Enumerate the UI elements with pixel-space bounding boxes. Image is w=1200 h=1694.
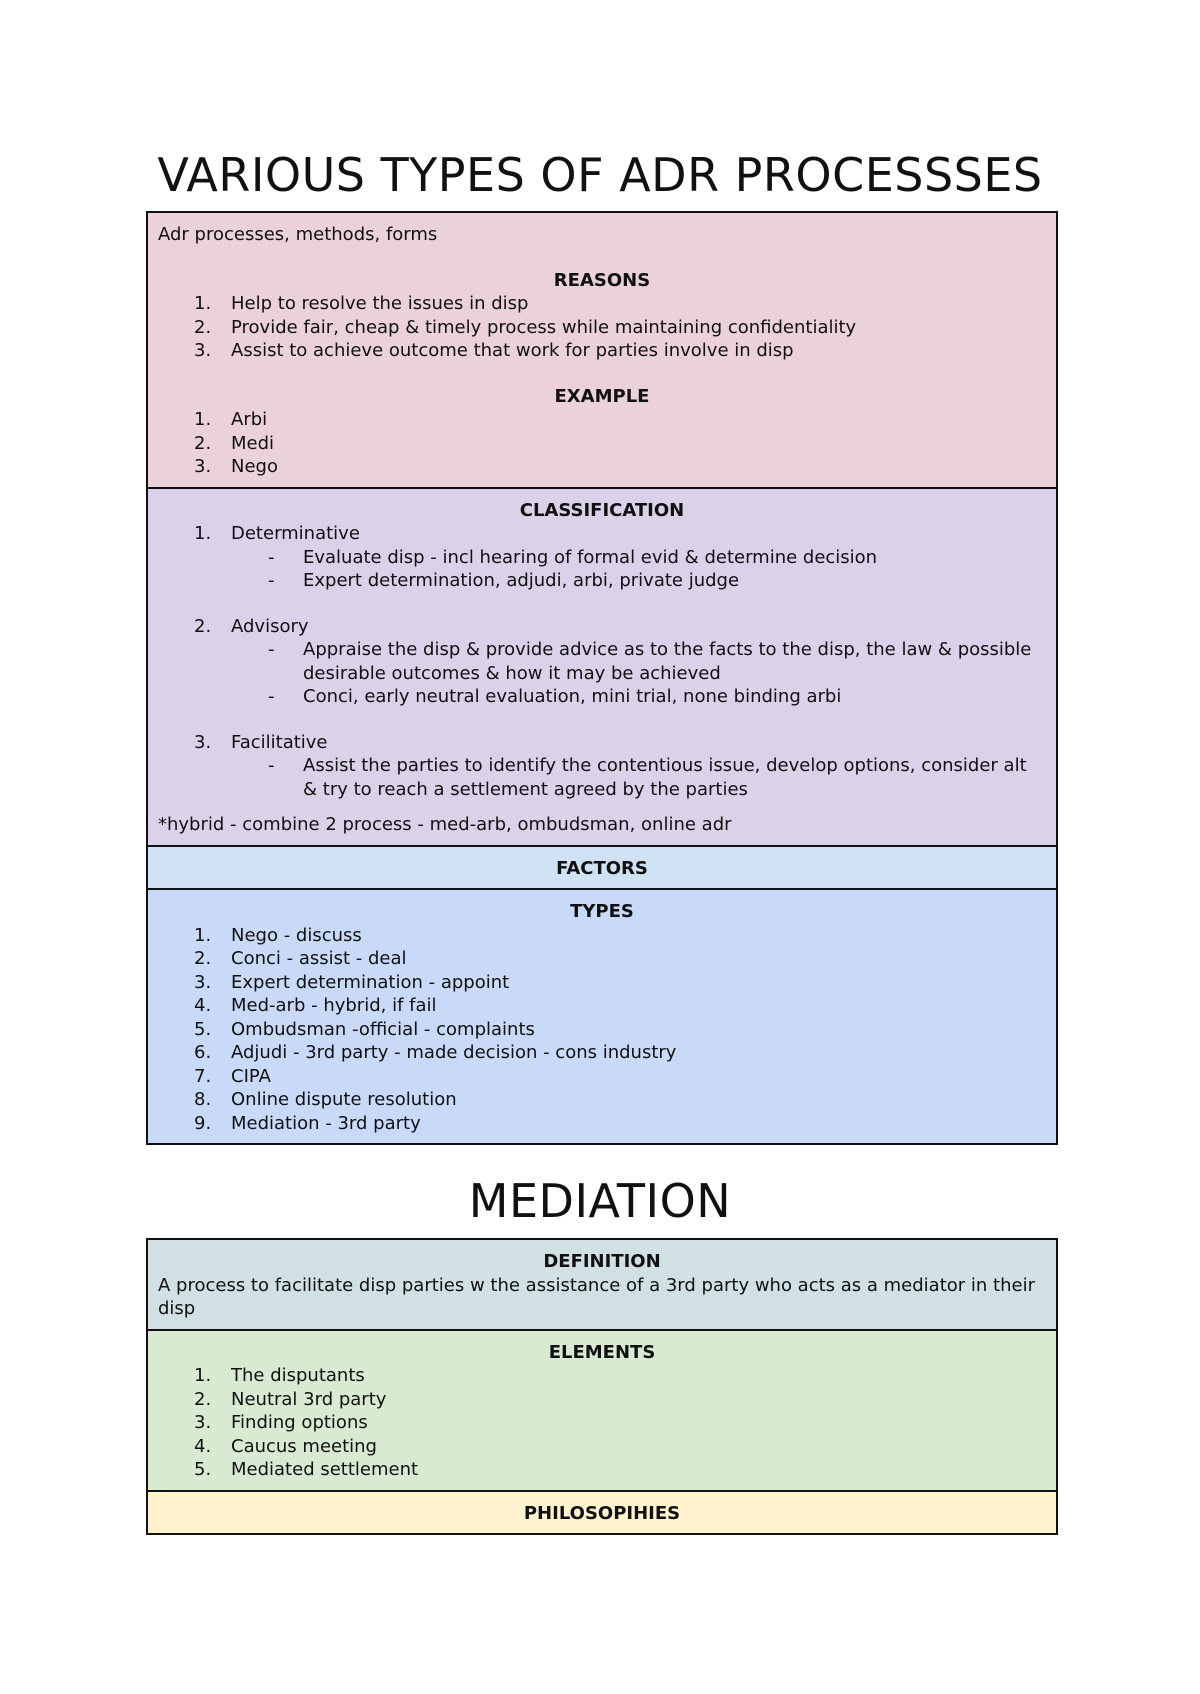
definition-heading: DEFINITION xyxy=(543,1251,661,1272)
sub-item: - Appraise the disp & provide advice as to the facts to the disp, the law & possible desirable outcomes & how it may be achieved xyxy=(158,638,1046,685)
list-item: 3. Facilitative - Assist the parties to identify the contentious issue, develop options, consider alt & try to reach a settlement agreed by the parties xyxy=(158,731,1046,802)
page-title: VARIOUS TYPES OF ADR PROCESSSES xyxy=(157,148,1043,202)
types-heading: TYPES xyxy=(570,901,634,922)
list-item: 1. Determinative - Evaluate disp - incl hearing of formal evid & determine decision - Expert determination, adjudi, arbi, private judge xyxy=(158,522,1046,615)
list-item: 5. Ombudsman -official - complaints xyxy=(194,1018,535,1040)
philosophies-heading: PHILOSOPIHIES xyxy=(523,1502,681,1524)
adr-table xyxy=(146,211,1058,1145)
list-item: 3. Finding options xyxy=(194,1412,368,1433)
mediation-table xyxy=(146,1238,1058,1535)
list-item: 3. Assist to achieve outcome that work for parties involve in disp xyxy=(194,340,794,361)
philosophies-cell xyxy=(148,1492,1056,1534)
mediation-title: MEDIATION xyxy=(468,1174,732,1228)
hybrid-note: *hybrid - combine 2 process - med-arb, ombudsman, online adr xyxy=(158,814,732,835)
list-item: 4. Med-arb - hybrid, if fail xyxy=(194,995,437,1016)
factors-heading: FACTORS xyxy=(556,857,648,879)
definition-cell xyxy=(148,1240,1056,1331)
elements-list xyxy=(158,1364,1046,1482)
reasons-list xyxy=(158,292,1046,363)
list-item: 2. Neutral 3rd party xyxy=(194,1388,387,1410)
list-item: 1. Arbi xyxy=(194,409,268,430)
sub-item: - Conci, early neutral evaluation, mini trial, none binding arbi xyxy=(158,685,1046,709)
sub-item: - Evaluate disp - incl hearing of formal evid & determine decision xyxy=(158,546,1046,570)
example-heading: EXAMPLE xyxy=(554,385,650,407)
list-item: 2. Conci - assist - deal xyxy=(194,948,407,969)
list-item: 2. Provide fair, cheap & timely process while maintaining confidentiality xyxy=(194,316,857,338)
types-list xyxy=(158,924,1046,1136)
definition-text: A process to facilitate disp parties w the assistance of a 3rd party who acts as a mediator in their disp xyxy=(158,1274,1035,1319)
list-item: 3. Expert determination - appoint xyxy=(194,971,510,993)
list-item: 6. Adjudi - 3rd party - made decision - cons industry xyxy=(194,1042,677,1063)
sub-item: - Expert determination, adjudi, arbi, private judge xyxy=(158,569,1046,593)
elements-cell xyxy=(148,1331,1056,1492)
list-item: 8. Online dispute resolution xyxy=(194,1089,457,1110)
overview-cell xyxy=(148,213,1056,489)
list-item: 1. Nego - discuss xyxy=(194,924,362,946)
elements-heading: ELEMENTS xyxy=(548,1341,656,1363)
reasons-heading: REASONS xyxy=(553,269,651,291)
types-cell xyxy=(148,890,1056,1143)
list-item: 5. Mediated settlement xyxy=(194,1459,419,1480)
classification-cell xyxy=(148,489,1056,847)
list-item: 4. Caucus meeting xyxy=(194,1435,377,1457)
list-item: 2. Medi xyxy=(194,432,275,454)
example-list xyxy=(158,408,1046,479)
list-item: 1. The disputants xyxy=(194,1365,365,1386)
factors-cell xyxy=(148,847,1056,891)
list-item: 3. Nego xyxy=(194,456,278,477)
list-item: 7. CIPA xyxy=(194,1065,271,1087)
list-item: 2. Advisory - Appraise the disp & provide advice as to the facts to the disp, the law & possible desirable outcomes & how it may be achieved - Conci, early neutral evaluation, mini trial, none binding arbi xyxy=(158,615,1046,731)
list-item: 1. Help to resolve the issues in disp xyxy=(194,293,529,314)
list-item: 9. Mediation - 3rd party xyxy=(194,1112,421,1134)
classification-heading: CLASSIFICATION xyxy=(519,499,685,521)
sub-item: - Assist the parties to identify the contentious issue, develop options, consider alt & try to reach a settlement agreed by the parties xyxy=(158,754,1046,801)
intro-text: Adr processes, methods, forms xyxy=(158,224,438,245)
classification-list xyxy=(158,522,1046,801)
